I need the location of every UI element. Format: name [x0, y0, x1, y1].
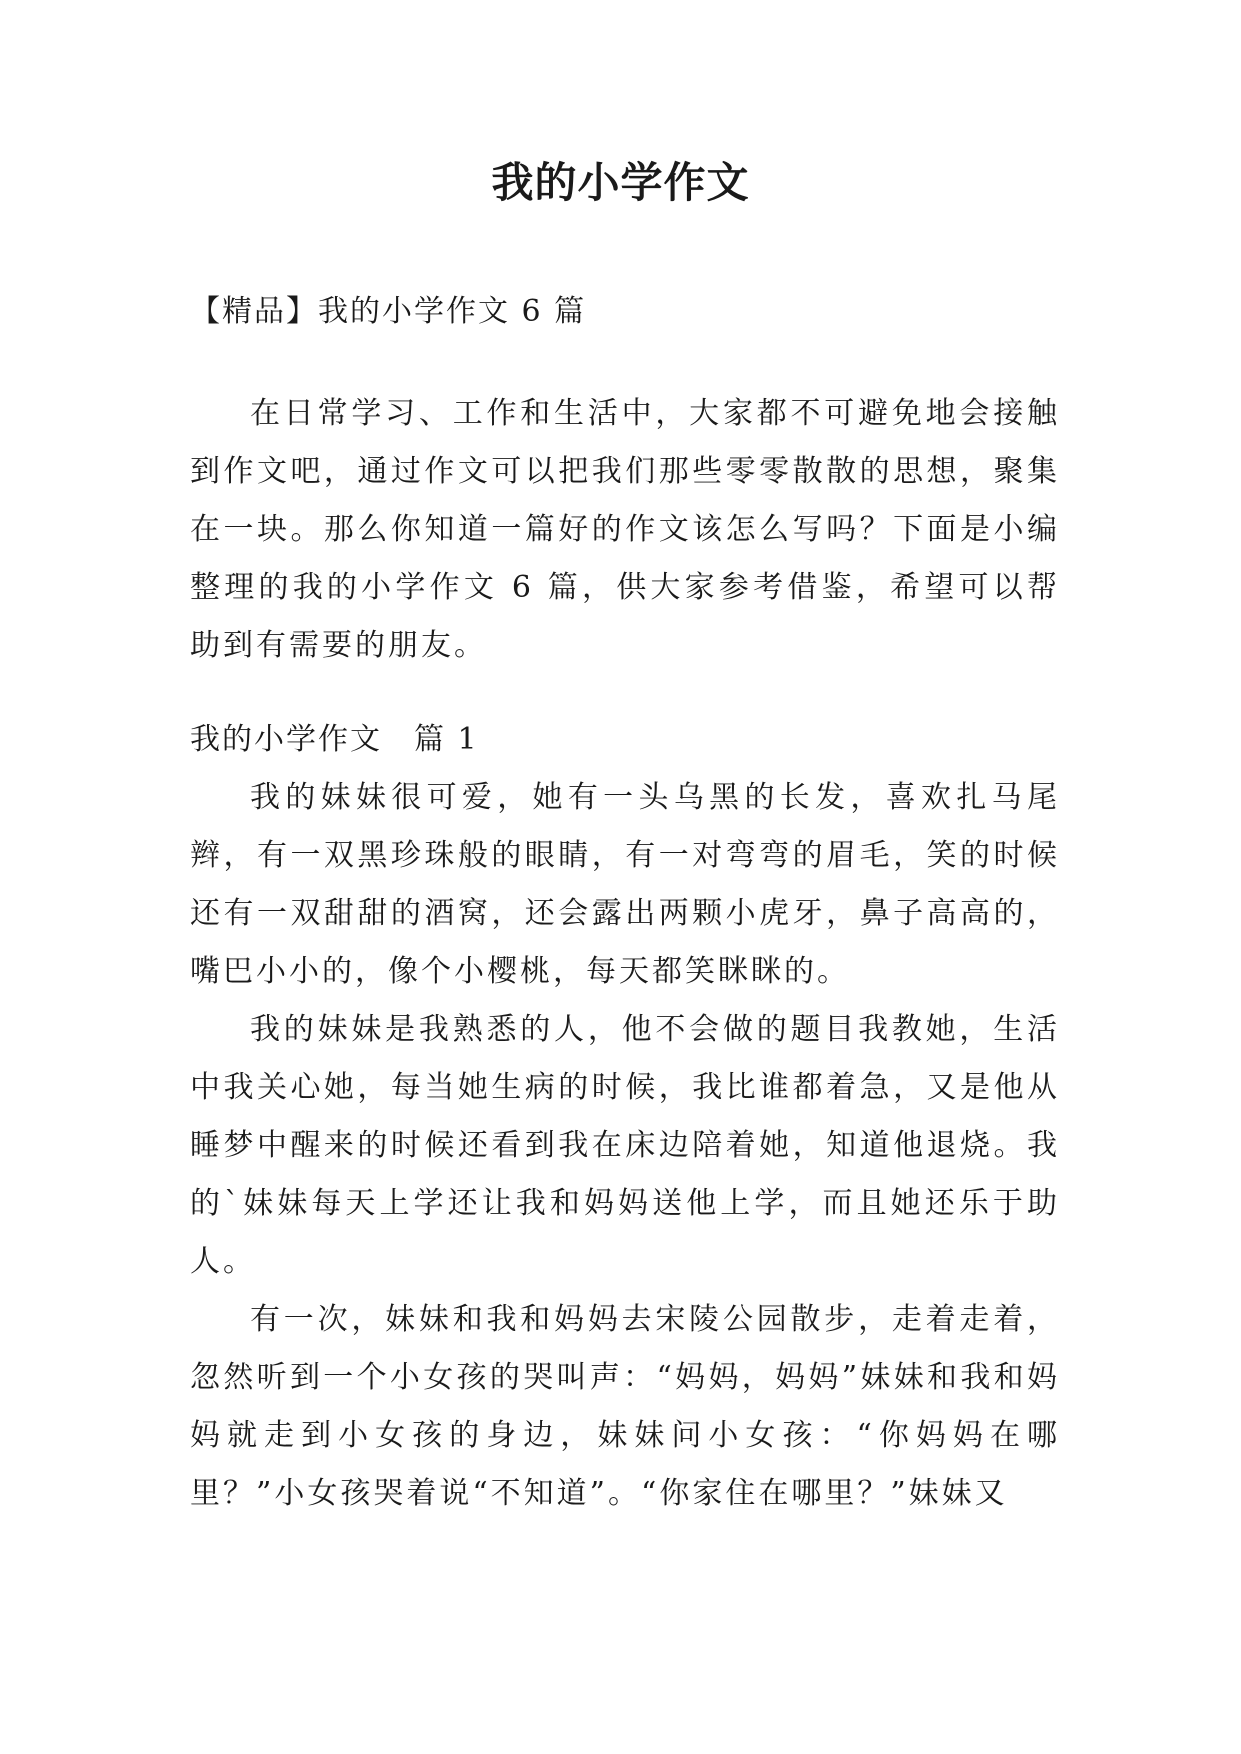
intro-paragraph: 在日常学习、工作和生活中，大家都不可避免地会接触到作文吧，通过作文可以把我们那些零零散散的思想，聚集在一块。那么你知道一篇好的作文该怎么写吗？下面是小编整理的我的小学作文 6 篇，供大家参考借鉴，希望可以帮助到有需要的朋友。 — [190, 396, 1060, 663]
document-title: 我的小学作文 — [491, 158, 750, 207]
document-body — [190, 292, 1060, 1523]
body-paragraph: 我的妹妹很可爱，她有一头乌黑的长发，喜欢扎马尾辫，有一双黑珍珠般的眼睛，有一对弯弯的眉毛，笑的时候还有一双甜甜的酒窝，还会露出两颗小虎牙，鼻子高高的，嘴巴小小的，像个小樱桃，每天都笑眯眯的。 — [190, 780, 1060, 989]
section-heading: 我的小学作文 篇 1 — [190, 722, 479, 757]
body-paragraph: 有一次，妹妹和我和妈妈去宋陵公园散步，走着走着，忽然听到一个小女孩的哭叫声：“妈妈，妈妈”妹妹和我和妈妈就走到小女孩的身边，妹妹问小女孩：“你妈妈在哪里？”小女孩哭着说“不知道”。“你家住在哪里？”妹妹又 — [190, 1302, 1060, 1511]
document-subtitle: 【精品】我的小学作文 6 篇 — [190, 294, 587, 329]
body-paragraph: 我的妹妹是我熟悉的人，他不会做的题目我教她，生活中我关心她，每当她生病的时候，我比谁都着急，又是他从睡梦中醒来的时候还看到我在床边陪着她，知道他退烧。我的`妹妹每天上学还让我和妈妈送他上学，而且她还乐于助人。 — [190, 1012, 1060, 1279]
